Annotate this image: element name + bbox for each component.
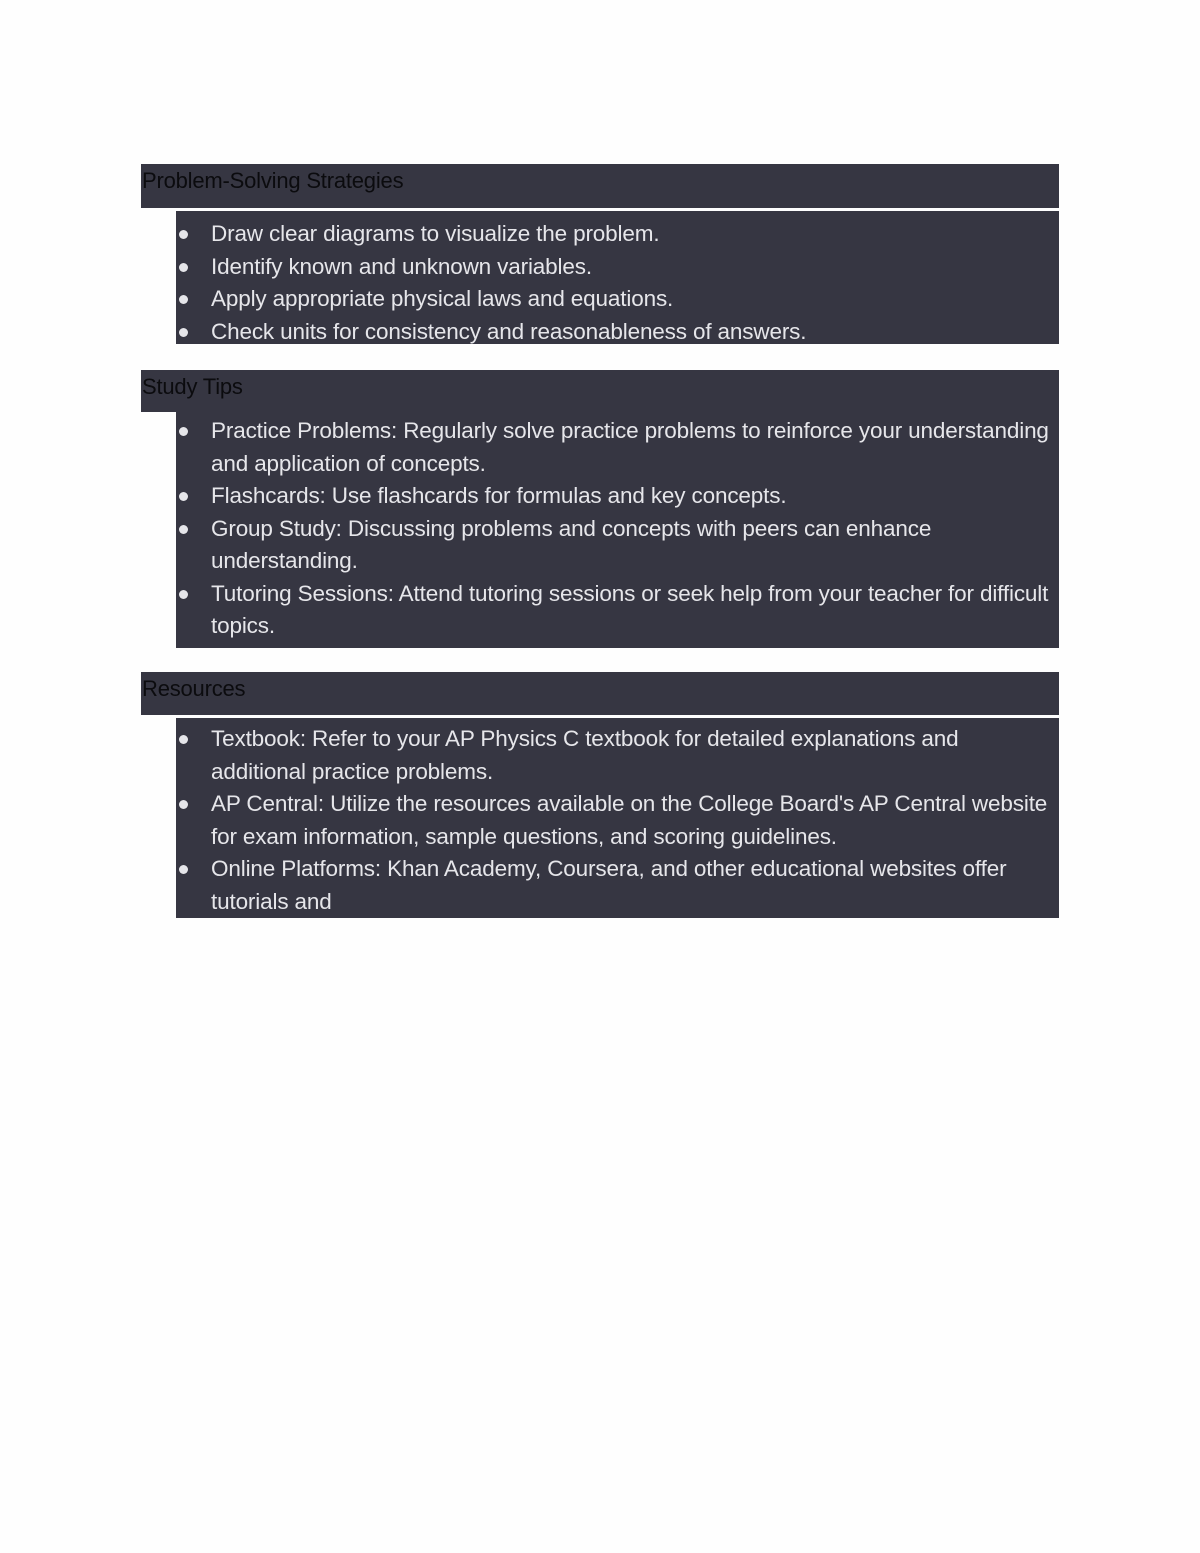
section-study-tips bbox=[141, 370, 1059, 648]
bullet-list bbox=[176, 718, 1059, 918]
list-item: Practice Problems: Regularly solve practice problems to reinforce your understanding and application of concepts. bbox=[176, 415, 1055, 480]
list-item: Flashcards: Use flashcards for formulas and key concepts. bbox=[176, 480, 1055, 513]
list-item: Online Platforms: Khan Academy, Coursera, and other educational websites offer tutorials and bbox=[176, 853, 1055, 918]
section-heading: Resources bbox=[141, 672, 1059, 715]
list-item: Tutoring Sessions: Attend tutoring sessions or seek help from your teacher for difficult topics. bbox=[176, 578, 1055, 643]
section-problem-solving bbox=[141, 164, 1059, 344]
section-resources bbox=[141, 672, 1059, 918]
list-item: Group Study: Discussing problems and concepts with peers can enhance understanding. bbox=[176, 513, 1055, 578]
section-heading: Problem-Solving Strategies bbox=[141, 164, 1059, 208]
list-item: Check units for consistency and reasonableness of answers. bbox=[176, 316, 1055, 349]
list-item: Apply appropriate physical laws and equations. bbox=[176, 283, 1055, 316]
bullet-list bbox=[176, 211, 1059, 344]
list-item: Textbook: Refer to your AP Physics C textbook for detailed explanations and additional practice problems. bbox=[176, 723, 1055, 788]
list-item: Identify known and unknown variables. bbox=[176, 251, 1055, 284]
bullet-list bbox=[176, 412, 1059, 648]
list-item: Draw clear diagrams to visualize the problem. bbox=[176, 218, 1055, 251]
section-heading: Study Tips bbox=[141, 370, 1059, 412]
list-item: AP Central: Utilize the resources available on the College Board's AP Central website for exam information, sample questions, and scoring guidelines. bbox=[176, 788, 1055, 853]
